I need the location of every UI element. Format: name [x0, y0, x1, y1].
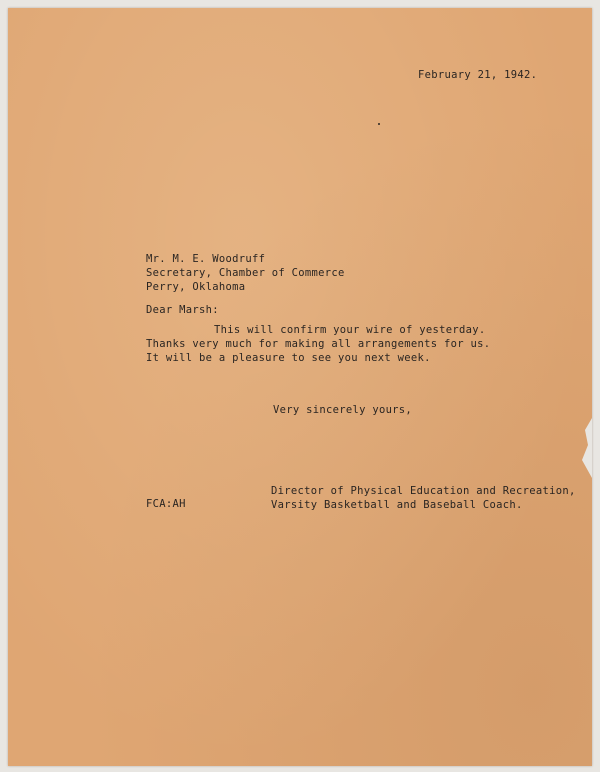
body-line-2: Thanks very much for making all arrangements for us. — [146, 338, 491, 350]
ink-speck — [378, 123, 380, 125]
closing: Very sincerely yours, — [273, 404, 413, 416]
body-line-3: It will be a pleasure to see you next week. — [146, 352, 431, 364]
body-line-1: This will confirm your wire of yesterday. — [214, 324, 486, 336]
letter-page — [8, 8, 592, 766]
letter-date: February 21, 1942. — [418, 69, 538, 81]
reference-initials: FCA:AH — [146, 498, 186, 510]
signature-title-line-1: Director of Physical Education and Recreation, — [271, 485, 576, 497]
recipient-location: Perry, Oklahoma — [146, 281, 246, 293]
recipient-title: Secretary, Chamber of Commerce — [146, 267, 345, 279]
recipient-name: Mr. M. E. Woodruff — [146, 253, 266, 265]
torn-edge — [582, 418, 592, 478]
signature-title-line-2: Varsity Basketball and Baseball Coach. — [271, 499, 523, 511]
salutation: Dear Marsh: — [146, 304, 219, 316]
